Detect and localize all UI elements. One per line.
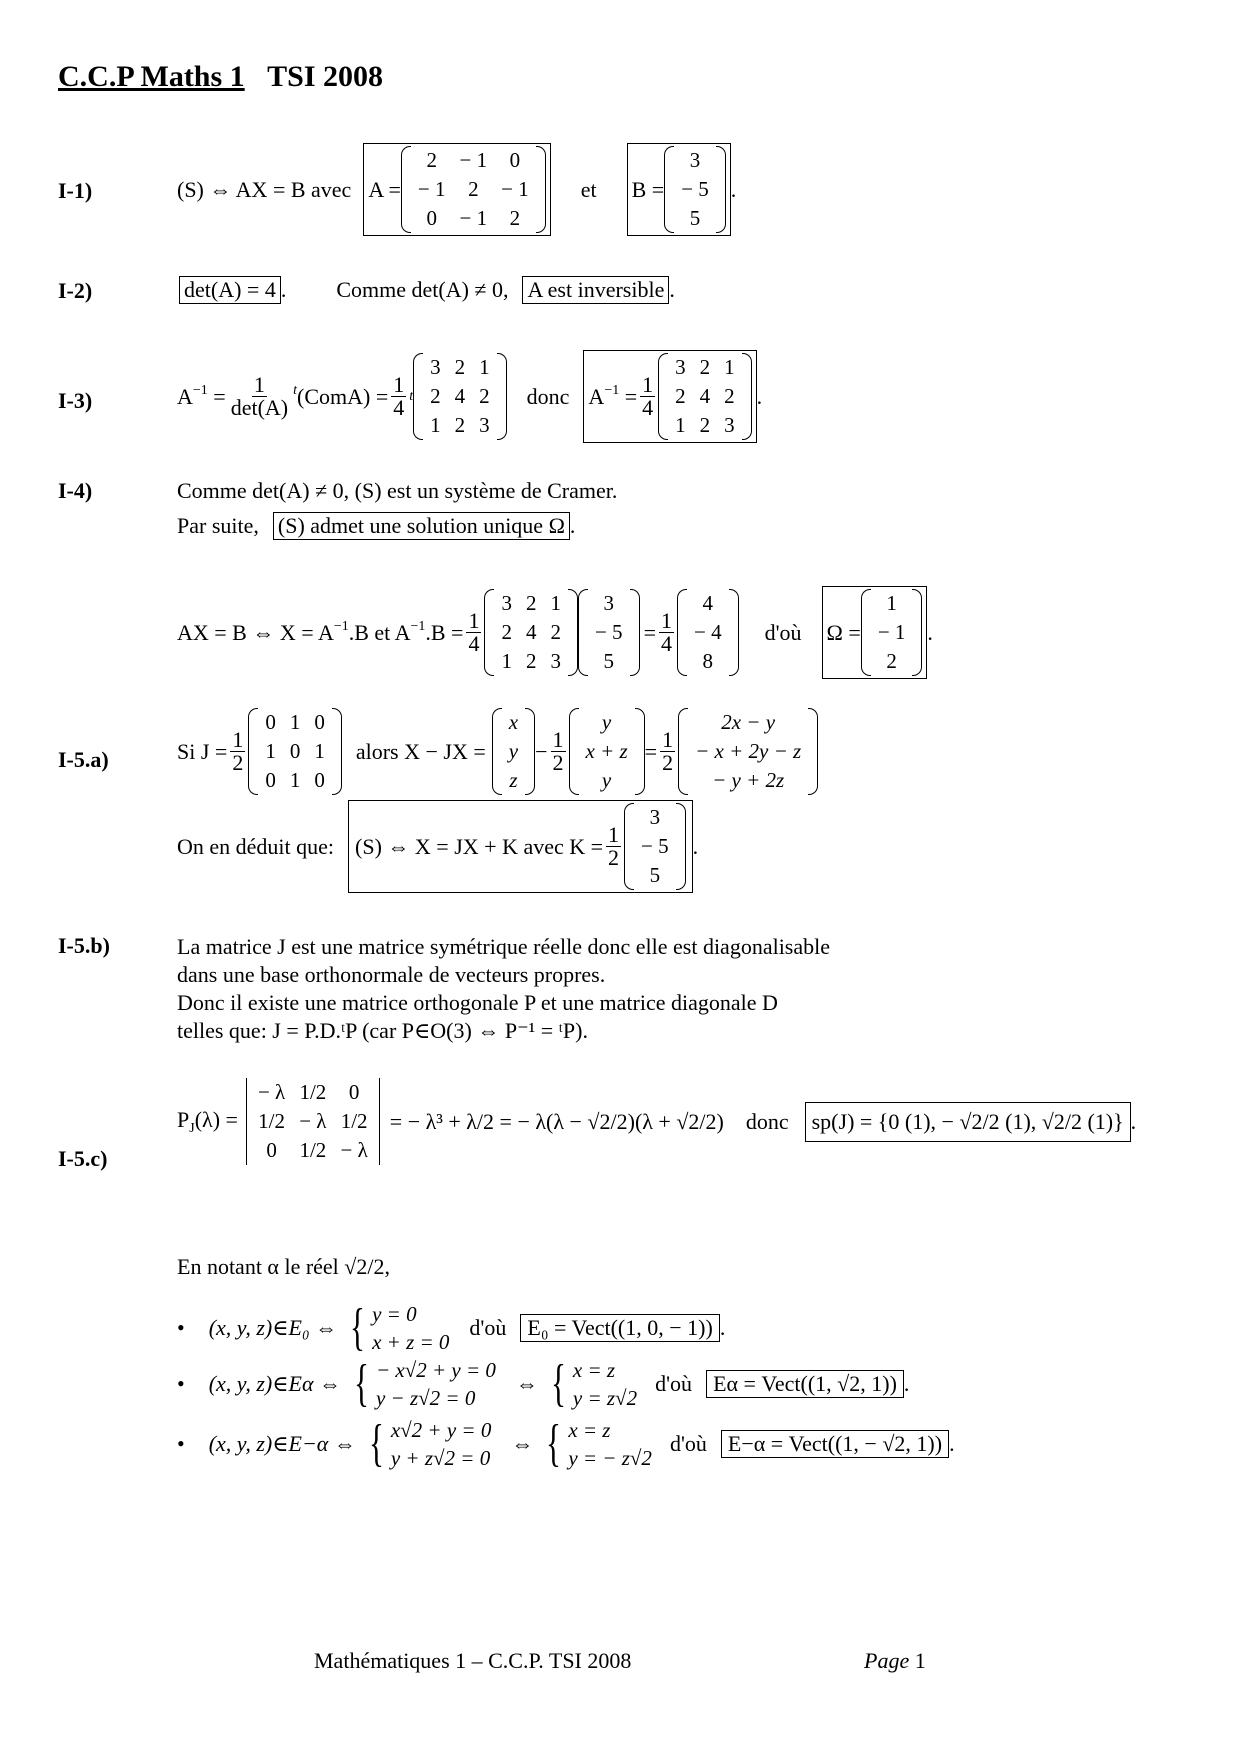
matrix-cell: − λ <box>257 1080 286 1104</box>
matrix-cell: 4 <box>702 591 714 615</box>
matrix-cell: 0 <box>265 710 276 734</box>
matrix-cell: − λ <box>340 1138 368 1162</box>
unique-solution-line: Par suite, (S) admet une solution unique Ω . <box>177 513 576 538</box>
matrix-cell: 1 <box>289 768 301 792</box>
section-i3: $A^{-1}$ = $\frac{1}{\det(A)}$ $^t$(ComA) = $\frac{1}{4}$ t 3 2 1 2 4 2 1 2 3 donc $A^{-1}$ = $\frac{1}{4}$ 3 2 1 2 4 2 1 2 3 . <box>177 350 762 443</box>
matrix-cell: − 1 <box>501 177 529 201</box>
matrix-cell: 2 <box>501 620 512 644</box>
section-label-i2: I-2) <box>58 278 93 303</box>
matrix-cell: 2 <box>454 355 466 379</box>
page-number: Page 1 <box>864 1648 926 1673</box>
matrix-cell: 1/2 <box>299 1080 327 1104</box>
section-label-i3: I-3) <box>58 388 93 413</box>
matrix-cell: 1 <box>430 413 441 437</box>
det-matrix <box>246 1078 380 1165</box>
matrix-cell: 1 <box>724 355 735 379</box>
matrix-cell: 1 <box>501 649 512 673</box>
matrix-cell: 2 <box>699 355 711 379</box>
comatrix <box>413 353 507 440</box>
matrix-cell: y <box>601 710 612 734</box>
matrix-cell: 3 <box>689 148 701 172</box>
matrix-cell: − λ <box>299 1109 327 1133</box>
matrix-cell: 2 <box>454 413 466 437</box>
matrix-cell: 3 <box>430 355 441 379</box>
inverse-box: $A^{-1}$ = $\frac{1}{4}$ 3 2 1 2 4 2 1 2 3 <box>583 350 756 443</box>
matrix-cell: 8 <box>702 649 714 673</box>
matrix-cell: x + z <box>585 739 628 763</box>
matrix-cell: 2 <box>675 384 686 408</box>
matrix-cell: − 5 <box>681 177 709 201</box>
matrix-cell: − 1 <box>459 148 488 172</box>
deduction-line: On en déduit que: (S) ⇔ X = JX + K avec K = $\frac{1}{2}$ 3 − 5 5 . <box>177 800 698 893</box>
matrix-cell: 1/2 <box>258 1109 285 1133</box>
matrix-cell: 1/2 <box>340 1109 368 1133</box>
omega-box: Ω = 1 − 1 2 <box>822 586 928 679</box>
matrix-cell: − 1 <box>877 620 906 644</box>
characteristic-polynomial: $P_J(\lambda)$ = − λ 1/2 0 1/2 − λ 1/2 0 1/2 − λ = − λ³ + λ/2 = − λ(λ − √2/2)(λ + √2/2) donc sp(J) = {0 (1), − √2/2 (1), √2/2 (1)} . <box>177 1078 1136 1165</box>
eigenspace-ealpha: • (x, y, z)∈Eα ⇔ { − x√2 + y = 0 y − z√2 = 0 ⇔ { x = z y = z√2 d'où Eα = Vect((1, √2, 1)) . <box>177 1355 910 1412</box>
matrix-cell: 1 <box>265 739 276 763</box>
footer-text: Mathématiques 1 – C.C.P. TSI 2008 <box>314 1648 632 1673</box>
matrix-cell: 0 <box>314 710 325 734</box>
matrix-cell: 1 <box>479 355 490 379</box>
matrix-cell: 2 <box>426 148 437 172</box>
matrix-cell: 0 <box>265 768 276 792</box>
matrix-cell: 3 <box>603 591 615 615</box>
matrix-cell: − 4 <box>693 620 722 644</box>
matrix-cell: 1/2 <box>299 1138 327 1162</box>
matrix-cell: 2 <box>525 649 537 673</box>
matrix-cell: 5 <box>689 206 701 230</box>
invertible-box: A est inversible <box>522 276 669 304</box>
matrix-cell: 4 <box>454 384 466 408</box>
matrix-a-box: A = 2 − 1 0 − 1 2 − 1 0 − 1 2 <box>363 143 550 236</box>
unique-solution-box: (S) admet une solution unique Ω <box>273 512 570 540</box>
matrix-cell: 1 <box>550 591 561 615</box>
matrix-cell: 1 <box>675 413 686 437</box>
matrix-cell: − y + 2z <box>712 768 785 792</box>
vector-b-box: B = 3 − 5 5 <box>627 143 731 236</box>
system-equation: (S) ⇔ AX = B avec <box>177 176 352 202</box>
matrix-cell: 3 <box>675 355 686 379</box>
matrix-cell: − 5 <box>594 620 623 644</box>
matrix-cell: 3 <box>501 591 512 615</box>
matrix-cell: 1 <box>289 710 301 734</box>
matrix-cell: 2 <box>468 177 479 201</box>
matrix-cell: 0 <box>426 206 437 230</box>
spectrum-box: sp(J) = {0 (1), − √2/2 (1), √2/2 (1)} <box>805 1102 1131 1142</box>
matrix-cell: 1 <box>886 591 897 615</box>
solution-computation: AX = B ⇔ $X = A^{-1}.B$ et $A^{-1}.B$ = $\frac{1}{4}$ 3 2 1 2 4 2 1 2 3 3 − 5 5 = $\frac{1}{4}$ 4 − 4 8 d'où Ω = 1 − 1 2 . <box>177 586 933 679</box>
eigenspace-eminusalpha: • (x, y, z)∈E−α ⇔ { x√2 + y = 0 y + z√2 = 0 ⇔ { x = z y = − z√2 d'où E−α = Vect((1, − √2, 1)) . <box>177 1415 955 1472</box>
matrix-cell: 0 <box>314 768 325 792</box>
diagonalisation-text: La matrice J est une matrice symétrique réelle donc elle est diagonalisable dans une base orthonormale de vecteurs propres. Donc il existe une matrice orthogonale P et une matrice diagonale D telles que: J = P.D.ᵗP (car P∈O(3) ⇔ P⁻¹ = ᵗP). <box>177 934 831 1043</box>
matrix-cell: 2 <box>886 649 897 673</box>
matrix-cell: 2 <box>430 384 441 408</box>
matrix-cell: x <box>508 710 519 734</box>
section-label-i4: I-4) <box>58 478 93 503</box>
matrix-cell: 5 <box>649 863 661 887</box>
matrix-cell: − 1 <box>459 206 488 230</box>
section-label-i1: I-1) <box>58 178 93 203</box>
matrix-cell: 4 <box>525 620 537 644</box>
section-i2: det(A) = 4 . Comme det(A) ≠ 0, A est inversible . <box>179 276 675 304</box>
polynomial-expression: = − λ³ + λ/2 = − λ(λ − √2/2)(λ + √2/2) <box>389 1108 724 1134</box>
matrix-cell: 2 <box>699 413 711 437</box>
page-title: C.C.P Maths 1 TSI 2008 <box>58 60 384 93</box>
section-i1: (S) ⇔ AX = B avec A = 2 − 1 0 − 1 2 − 1 0 − 1 2 et B = 3 − 5 5 . <box>177 143 736 236</box>
matrix-cell: 2 <box>525 591 537 615</box>
matrix-cell: 4 <box>699 384 711 408</box>
ealpha-box: Eα = Vect((1, √2, 1)) <box>706 1370 904 1398</box>
section-label-i5c: I-5.c) <box>58 1146 108 1171</box>
e0-box: E₀ = Vect((1, 0, − 1)) <box>520 1314 719 1342</box>
matrix-cell: 2x − y <box>721 710 776 734</box>
fixed-point-box: (S) ⇔ X = JX + K avec K = $\frac{1}{2}$ 3 − 5 5 <box>348 800 693 893</box>
matrix-cell: 0 <box>348 1080 360 1104</box>
matrix-cell: 2 <box>479 384 490 408</box>
section-label-i5a: I-5.a) <box>58 747 109 772</box>
matrix-cell: 0 <box>266 1138 277 1162</box>
alpha-definition: En notant α le réel √2/2, <box>177 1254 390 1279</box>
cramer-line: Comme det(A) ≠ 0, (S) est un système de Cramer. <box>177 478 618 503</box>
matrix-cell: 5 <box>603 649 615 673</box>
matrix-cell: 2 <box>550 620 561 644</box>
matrix-cell: 3 <box>550 649 561 673</box>
matrix-cell: 2 <box>509 206 521 230</box>
matrix-cell: y <box>508 739 519 763</box>
matrix-cell: − x + 2y − z <box>695 739 802 763</box>
matrix-a <box>401 146 546 233</box>
vector-b <box>664 146 726 233</box>
matrix-cell: 3 <box>724 413 735 437</box>
matrix-cell: − 5 <box>641 834 669 858</box>
matrix-cell: 2 <box>724 384 735 408</box>
matrix-cell: 3 <box>649 805 661 829</box>
matrix-cell: − 1 <box>417 177 446 201</box>
eigenspace-e0: • (x, y, z)∈E₀ ⇔ { y = 0 x + z = 0 d'où E₀ = Vect((1, 0, − 1)) . <box>177 1299 726 1356</box>
section-i5a: Si J = $\frac{1}{2}$ 0 1 0 1 0 1 0 1 0 alors X − JX = x y z − $\frac{1}{2}$ y x + z y = $\frac{1}{2}$ 2x − y − x + 2y − z − y + 2z <box>177 708 818 795</box>
matrix-cell: 0 <box>509 148 521 172</box>
matrix-j <box>248 708 342 795</box>
matrix-cell: y <box>601 768 612 792</box>
det-box: det(A) = 4 <box>179 276 281 304</box>
matrix-cell: 1 <box>314 739 325 763</box>
eminusalpha-box: E−α = Vect((1, − √2, 1)) <box>721 1430 949 1458</box>
section-label-i5b: I-5.b) <box>58 933 110 958</box>
matrix-cell: 3 <box>479 413 490 437</box>
matrix-cell: z <box>509 768 518 792</box>
matrix-cell: 0 <box>289 739 301 763</box>
